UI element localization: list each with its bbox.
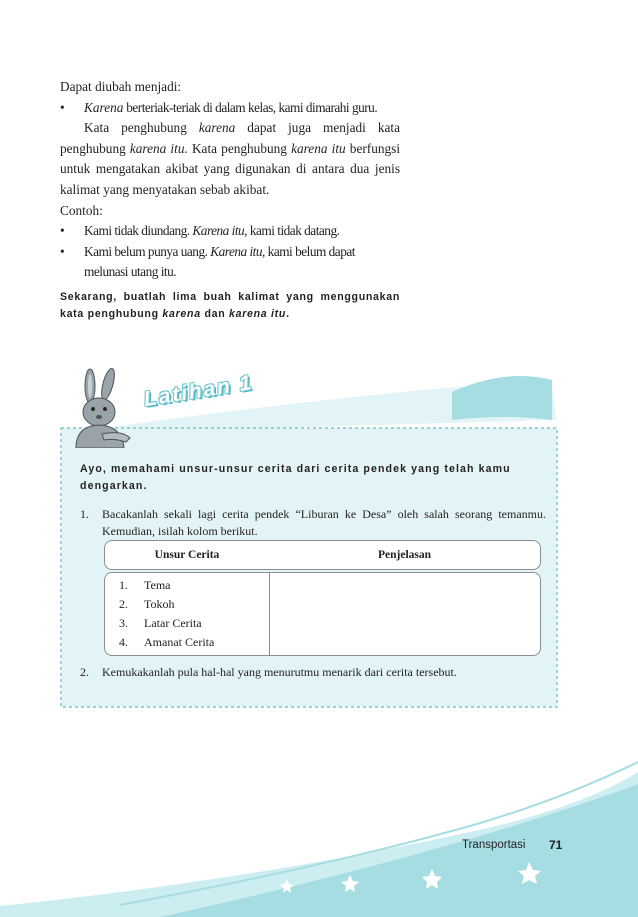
- question-number: 2.: [80, 665, 89, 679]
- text-run: Kami belum punya uang.: [84, 243, 211, 259]
- bullet-item: [60, 221, 400, 242]
- question-1: [80, 506, 546, 540]
- row-label: Amanat Cerita: [144, 635, 215, 649]
- paragraph-text: Dapat diubah menjadi:: [60, 79, 182, 94]
- question-text: Kemukakanlah pula hal-hal yang menurutmu menarik dari cerita tersebut.: [102, 665, 457, 679]
- table-row: [119, 633, 214, 652]
- exercise-intro: Ayo, memahami unsur-unsur cerita dari cerita pendek yang telah kamu dengarkan.: [80, 463, 511, 492]
- bullet-item: [60, 98, 400, 119]
- rabbit-nose: [96, 415, 102, 419]
- italic-term: karena: [162, 307, 201, 320]
- bullet-text: berteriak-teriak di dalam kelas, kami dimarahi guru.: [123, 99, 378, 115]
- table-row: [119, 576, 214, 595]
- table-header: [104, 540, 541, 570]
- paragraph: [60, 201, 400, 222]
- italic-term: karena itu: [291, 140, 346, 156]
- instruction: [60, 289, 400, 323]
- paragraph: [60, 118, 400, 200]
- text-run: Kata penghubung: [187, 140, 292, 156]
- rabbit-ear-inner: [88, 374, 92, 398]
- column-header: Unsur Cerita: [154, 549, 220, 561]
- italic-term: Karena: [84, 99, 124, 115]
- question-text: Bacakanlah sekali lagi cerita pendek “Liburan ke Desa” oleh salah seorang temanmu. Kemudian, isilah kolom berikut.: [102, 507, 546, 538]
- italic-term: karena itu: [229, 307, 287, 320]
- bullet-icon: •: [60, 223, 65, 239]
- italic-term: karena: [198, 120, 236, 136]
- rabbit-head: [83, 398, 115, 426]
- row-label: Latar Cerita: [144, 616, 202, 630]
- text-run: Kata penghubung: [84, 120, 199, 136]
- text-run: Kami tidak diundang.: [84, 223, 193, 239]
- table-row: [119, 595, 214, 614]
- row-label: Tema: [144, 578, 171, 592]
- text-run: kami belum dapat melunasi utang itu.: [84, 243, 355, 280]
- text-run: berfungsi untuk mengatakan akibat yang digunakan di antara dua jenis kalimat yang menyatakan sebab akibat.: [60, 140, 401, 197]
- element-list: [119, 576, 214, 652]
- row-label: Tokoh: [144, 597, 175, 611]
- chapter-label: Transportasi: [462, 839, 526, 851]
- column-header: Penjelasan: [377, 549, 432, 561]
- text-run: dan: [200, 307, 230, 320]
- paragraph: [60, 77, 400, 98]
- table-body: [104, 572, 541, 656]
- bullet-icon: •: [60, 99, 65, 115]
- italic-term: Karena itu,: [210, 243, 265, 259]
- exercise-content: [80, 461, 546, 540]
- rabbit-eye: [91, 407, 95, 411]
- text-run: .: [286, 307, 290, 320]
- question-2: [80, 664, 568, 681]
- question-number: 1.: [80, 507, 89, 521]
- rabbit-mascot: [62, 368, 134, 448]
- bullet-item: [60, 242, 400, 283]
- header-swoosh-accent: [452, 376, 552, 420]
- row-number: 3.: [119, 616, 128, 630]
- text-run: dapat juga menjadi kata penghubung: [60, 120, 400, 156]
- exercise-title: Latihan 1: [142, 371, 255, 412]
- italic-term: karena itu.: [129, 140, 188, 156]
- text-run: Sekarang, buatlah lima buah kalimat yang menggunakan kata penghubung: [60, 290, 400, 320]
- row-number: 4.: [119, 635, 128, 649]
- table-row: [119, 614, 214, 633]
- body-text: [60, 77, 400, 323]
- rabbit-eye: [103, 407, 107, 411]
- row-number: 1.: [119, 578, 128, 592]
- column-divider: [269, 573, 270, 655]
- page-number: 71: [549, 838, 563, 852]
- row-number: 2.: [119, 597, 128, 611]
- rabbit-ear-right: [99, 368, 117, 401]
- paragraph-text: Contoh:: [60, 202, 103, 218]
- bullet-icon: •: [60, 243, 65, 259]
- text-run: kami tidak datang.: [247, 223, 340, 239]
- italic-term: Karena itu,: [192, 223, 248, 239]
